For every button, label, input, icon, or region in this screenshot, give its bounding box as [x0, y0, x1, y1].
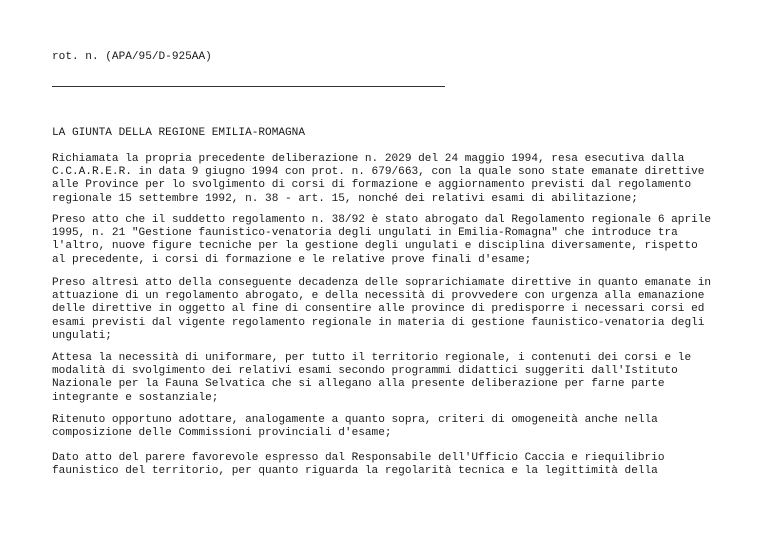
protocol-number: rot. n. (APA/95/D-925AA)	[52, 51, 212, 63]
document-heading: LA GIUNTA DELLA REGIONE EMILIA-ROMAGNA	[52, 127, 305, 139]
paragraph-richiamata: Richiamata la propria precedente deliberazione n. 2029 del 24 maggio 1994, resa esecutiva dalla C.C.A.R.E.R. in data 9 giugno 1994 con prot. n. 679/663, con la quale sono state emanate direttive alle Province per lo svolgimento di corsi di formazione e aggiornamento previsti dal regolamento regionale 15 settembre 1992, n. 38 - art. 15, nonché dei relativi esami di abilitazione;	[52, 153, 705, 205]
document-page	[52, 51, 732, 478]
paragraph-preso-atto: Preso atto che il suddetto regolamento n. 38/92 è stato abrogato dal Regolamento regionale 6 aprile 1995, n. 21 "Gestione faunistico-venatoria degli ungulati in Emilia-Romagna" che introduce tra l'altro, nuove figure tecniche per la gestione degli ungulati e disciplina diversamente, rispetto al precedente, i corsi di formazione e le relative prove finali d'esame;	[52, 214, 712, 266]
paragraph-preso-altresi: Preso altresì atto della conseguente decadenza delle soprarichiamate direttive in quanto emanate in attuazione di un regolamento abrogato, e della necessità di provvedere con urgenza alla emanazione delle direttive in oggetto al fine di consentire alle province di predisporre i necessari corsi ed esami previsti dal vigente regolamento regionale in materia di gestione faunistico-venatoria degli ungulati;	[52, 277, 712, 342]
signature-line	[52, 86, 445, 87]
paragraph-dato-atto: Dato atto del parere favorevole espresso dal Responsabile dell'Ufficio Caccia e riequilibrio faunistico del territorio, per quanto riguarda la regolarità tecnica e la legittimità della	[52, 452, 665, 478]
paragraph-ritenuto: Ritenuto opportuno adottare, analogamente a quanto sopra, criteri di omogeneità anche nella composizione delle Commissioni provinciali d'esame;	[52, 414, 658, 440]
paragraph-attesa: Attesa la necessità di uniformare, per tutto il territorio regionale, i contenuti dei corsi e le modalità di svolgimento dei relativi esami secondo programmi didattici suggeriti dall'Istituto Nazionale per la Fauna Selvatica che si allegano alla presente deliberazione per farne parte integrante e sostanziale;	[52, 352, 692, 404]
